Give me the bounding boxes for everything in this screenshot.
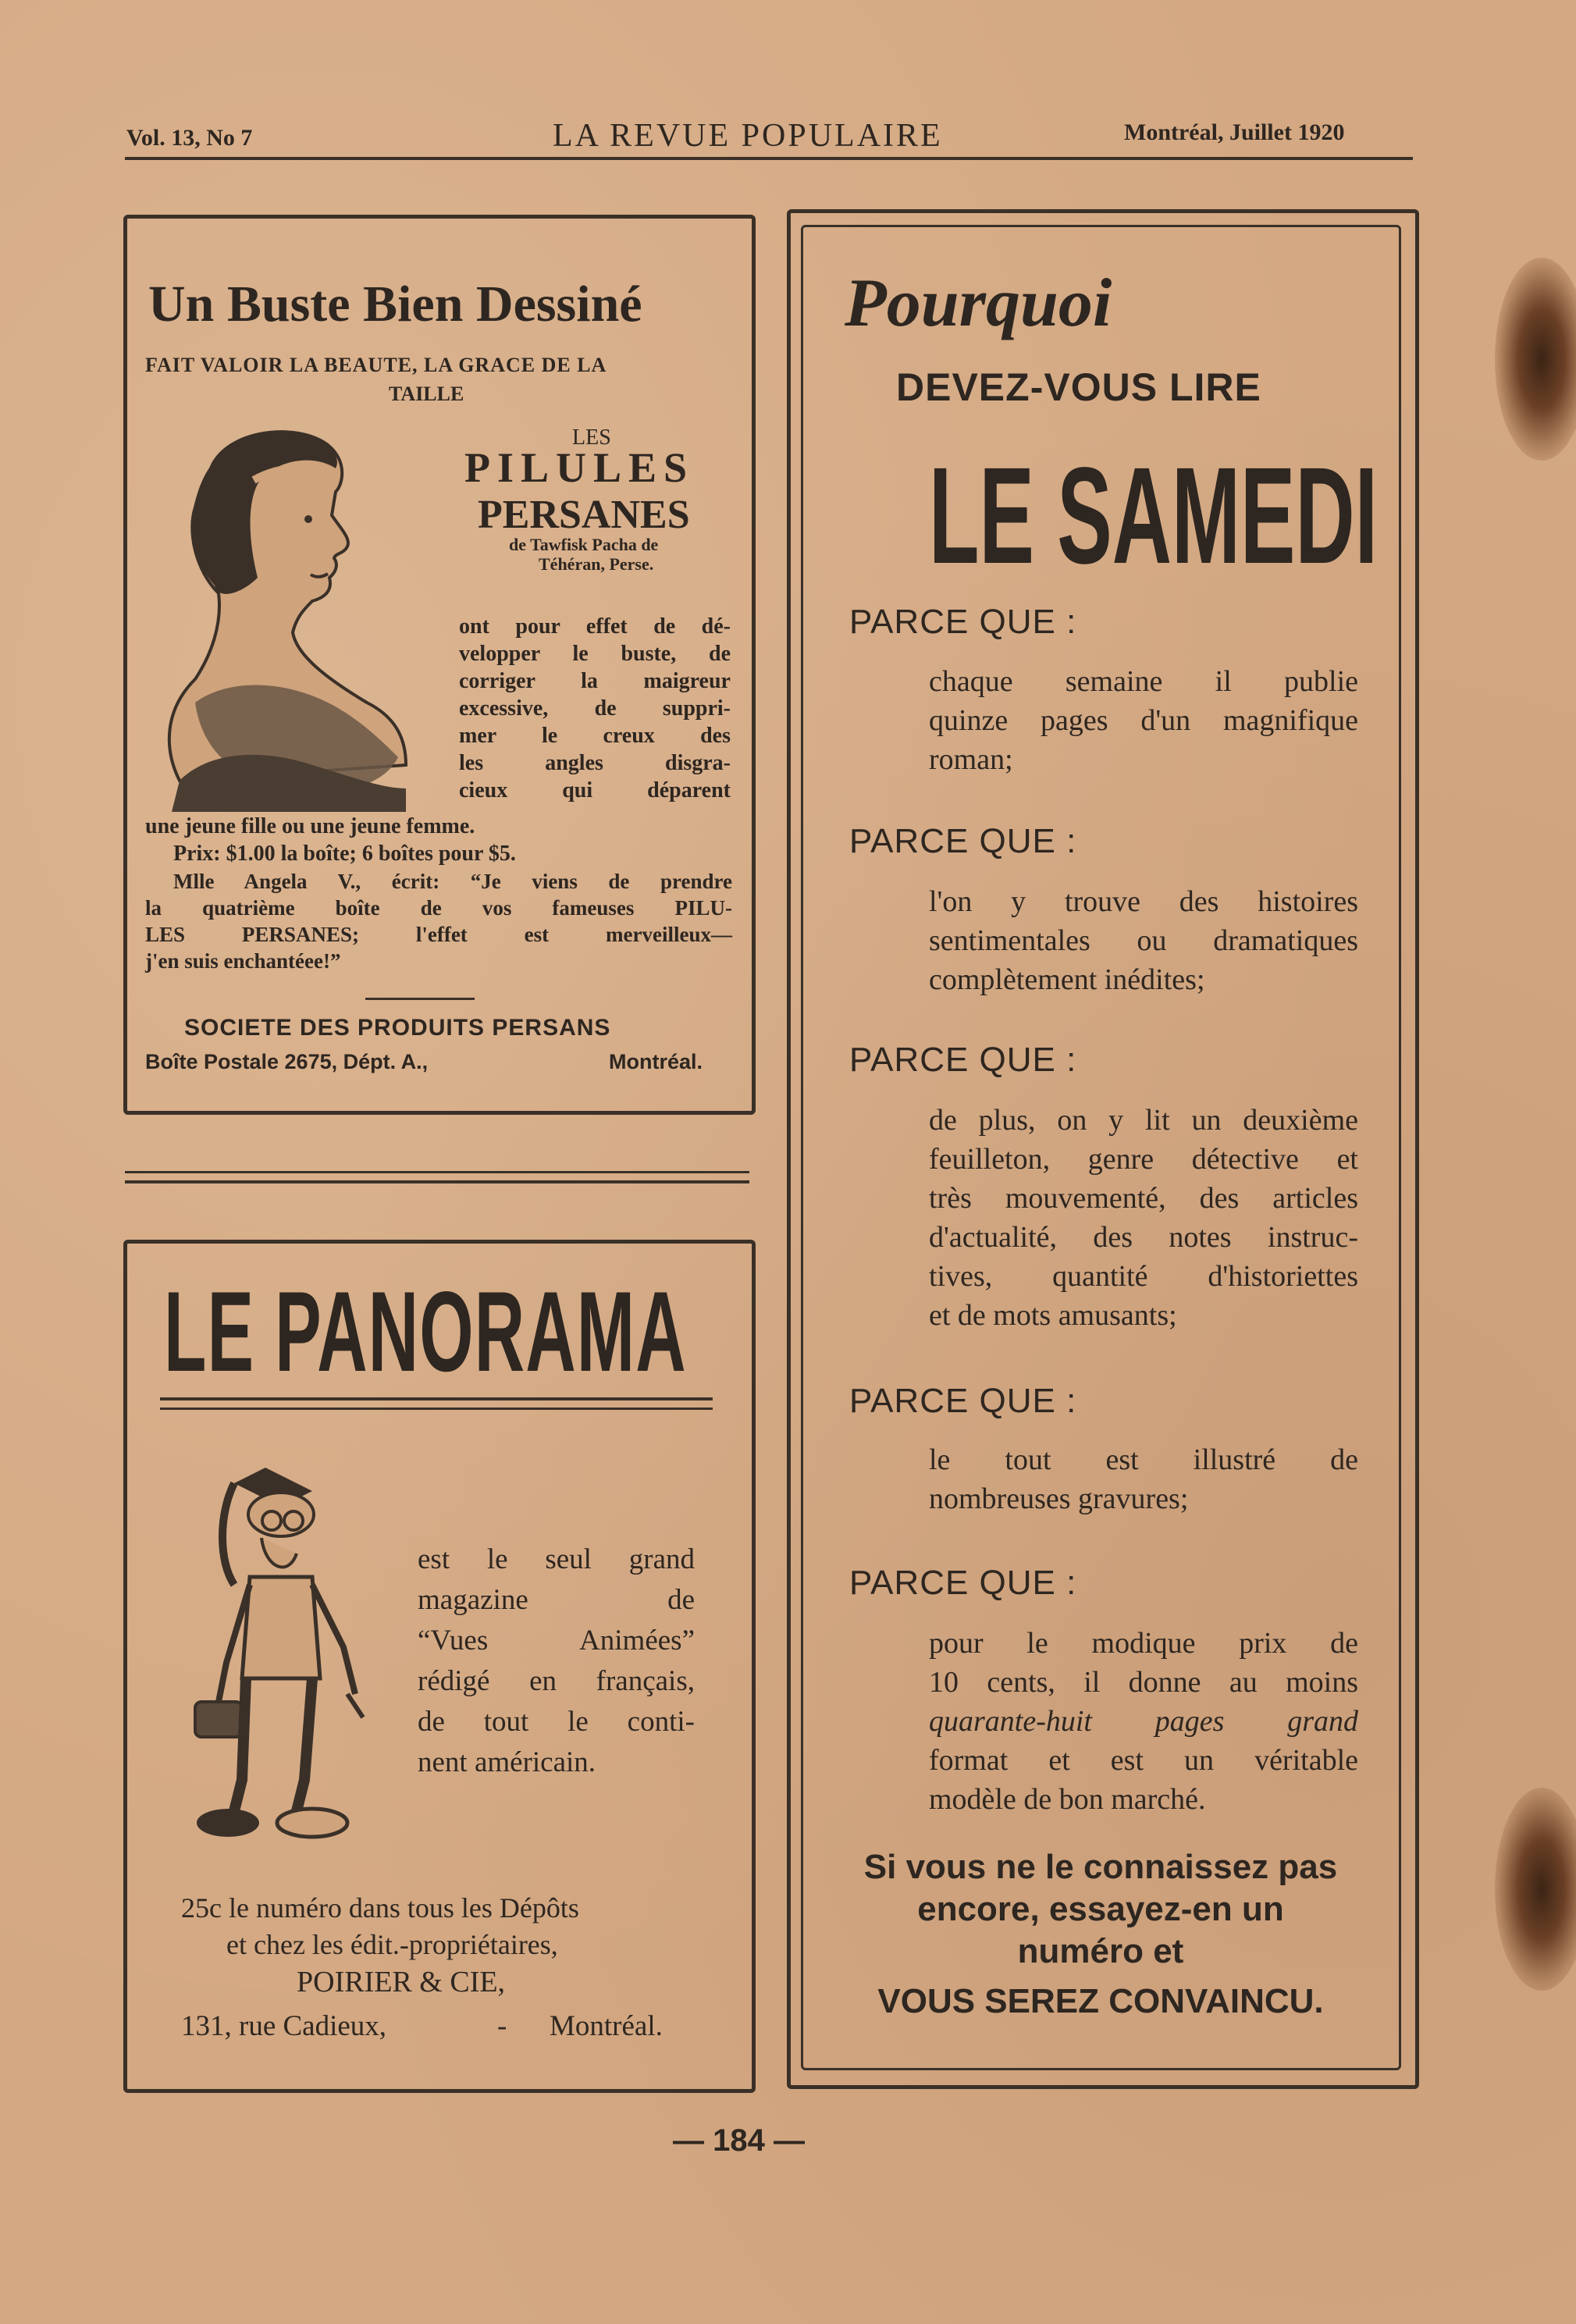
reason-line: nombreuses gravures; (929, 1482, 1189, 1515)
panorama-title: LE PANORAMA (164, 1268, 687, 1395)
reason-text (929, 1101, 1358, 1335)
reason-text (929, 662, 1358, 779)
testimonial-line: la quatrième boîte de vos fameuses PILU- (145, 896, 732, 920)
panorama-title-rule (160, 1408, 713, 1410)
column-separator-rule (125, 1171, 749, 1173)
panorama-body-line: de tout le conti- (418, 1706, 695, 1738)
panorama-body-line: magazine de (418, 1584, 695, 1616)
reason-line: chaque semaine il publie (929, 665, 1358, 698)
panorama-address: 131, rue Cadieux, (181, 2010, 387, 2042)
testimonial-line: Mlle Angela V., écrit: “Je viens de prendre (173, 870, 732, 893)
testimonial-line: j'en suis enchantéee!” (145, 949, 341, 973)
header-rule (125, 157, 1413, 160)
header-title: LA REVUE POPULAIRE (553, 118, 943, 154)
panorama-city: Montréal. (550, 2010, 663, 2042)
header-date: Montréal, Juillet 1920 (1124, 119, 1345, 145)
closing-line: encore, essayez-en un (917, 1890, 1284, 1928)
buste-short-rule (365, 998, 475, 1000)
panorama-body-line: est le seul grand (418, 1543, 695, 1575)
reason-line: le tout est illustré de (929, 1443, 1358, 1476)
column-separator-rule (125, 1180, 749, 1183)
samedi-title: LE SAMEDI (929, 440, 1378, 593)
samedi-closing (827, 1846, 1374, 2023)
buste-company: SOCIETE DES PRODUITS PERSANS (184, 1015, 611, 1041)
reason-line: quinze pages d'un magnifique (929, 704, 1358, 737)
reason-text (929, 882, 1358, 999)
woman-portrait-illustration (148, 422, 461, 820)
buste-price: Prix: $1.00 la boîte; 6 boîtes pour $5. (173, 842, 516, 866)
page-number: — 184 — (673, 2123, 805, 2158)
reason-line: de plus, on y lit un deuxième (929, 1104, 1358, 1137)
buste-body-line: les angles disgra- (459, 751, 731, 775)
parce-que-label: PARCE QUE : (849, 822, 1077, 860)
buste-les: LES (572, 425, 611, 450)
buste-body-line: velopper le buste, de (459, 642, 731, 666)
panorama-body-line: rédigé en français, (418, 1665, 695, 1697)
reason-line: et de mots amusants; (929, 1299, 1177, 1332)
header-volume: Vol. 13, No 7 (126, 125, 253, 151)
panorama-publisher: POIRIER & CIE, (297, 1966, 506, 1998)
panorama-title-rule (160, 1397, 713, 1400)
reason-line: tives, quantité d'historiettes (929, 1260, 1358, 1293)
samedi-devez: DEVEZ-VOUS LIRE (896, 365, 1261, 409)
panorama-body-line: “Vues Animées” (418, 1625, 695, 1657)
buste-body-line: cieux qui déparent (459, 778, 731, 803)
buste-address: Boîte Postale 2675, Dépt. A., (145, 1050, 429, 1073)
buste-subhead-2: TAILLE (389, 383, 464, 405)
buste-testimonial (145, 868, 732, 974)
buste-maker-2: Téhéran, Perse. (539, 554, 654, 574)
buste-maker-1: de Tawfisk Pacha de (509, 535, 659, 554)
reason-line: l'on y trouve des histoires (929, 885, 1358, 918)
reason-line: 10 cents, il donne au moins (929, 1666, 1358, 1699)
closing-line: numéro et (1017, 1932, 1184, 1970)
reason-line: quarante-huit pages grand (929, 1705, 1358, 1738)
reason-line: très mouvementé, des articles (929, 1182, 1358, 1215)
reason-line: d'actualité, des notes instruc- (929, 1221, 1358, 1254)
testimonial-line: LES PERSANES; l'effet est merveilleux— (145, 923, 732, 946)
reason-line: modèle de bon marché. (929, 1783, 1206, 1816)
buste-body (459, 613, 731, 804)
buste-body-line: excessive, de suppri- (459, 696, 731, 721)
buste-city: Montréal. (609, 1050, 703, 1073)
buste-pilules: PILULES (464, 444, 695, 491)
panorama-body-line: nent américain. (418, 1746, 596, 1778)
parce-que-label: PARCE QUE : (849, 1041, 1077, 1079)
buste-body-line: ont pour effet de dé- (459, 614, 731, 639)
panorama-dash: - (497, 2010, 507, 2042)
reason-line: feuilleton, genre détective et (929, 1143, 1358, 1176)
parce-que-label: PARCE QUE : (849, 1564, 1077, 1602)
panorama-body (418, 1539, 695, 1783)
buste-subhead-1: FAIT VALOIR LA BEAUTE, LA GRACE DE LA (145, 354, 607, 376)
reason-line: pour le modique prix de (929, 1627, 1358, 1660)
buste-body-last: une jeune fille ou une jeune femme. (145, 814, 475, 838)
parce-que-label: PARCE QUE : (849, 603, 1077, 641)
closing-line: VOUS SEREZ CONVAINCU. (877, 1982, 1324, 2020)
buste-body-line: mer le creux des (459, 724, 731, 748)
panorama-footer-2: et chez les édit.-propriétaires, (226, 1929, 558, 1960)
parce-que-label: PARCE QUE : (849, 1382, 1077, 1420)
samedi-pourquoi: Pourquoi (845, 265, 1112, 341)
reason-text (929, 1440, 1358, 1518)
closing-line: Si vous ne le connaissez pas (863, 1848, 1338, 1886)
boy-cartoon-illustration (187, 1468, 390, 1874)
buste-headline: Un Buste Bien Dessiné (148, 276, 642, 333)
reason-line: roman; (929, 743, 1013, 776)
reason-line: sentimentales ou dramatiques (929, 924, 1358, 957)
reason-text (929, 1624, 1358, 1819)
reason-line: format et est un véritable (929, 1744, 1358, 1777)
reason-line: complètement inédites; (929, 963, 1205, 996)
buste-persanes: PERSANES (478, 493, 690, 537)
buste-body-line: corriger la maigreur (459, 669, 731, 693)
panorama-footer-1: 25c le numéro dans tous les Dépôts (181, 1892, 579, 1924)
